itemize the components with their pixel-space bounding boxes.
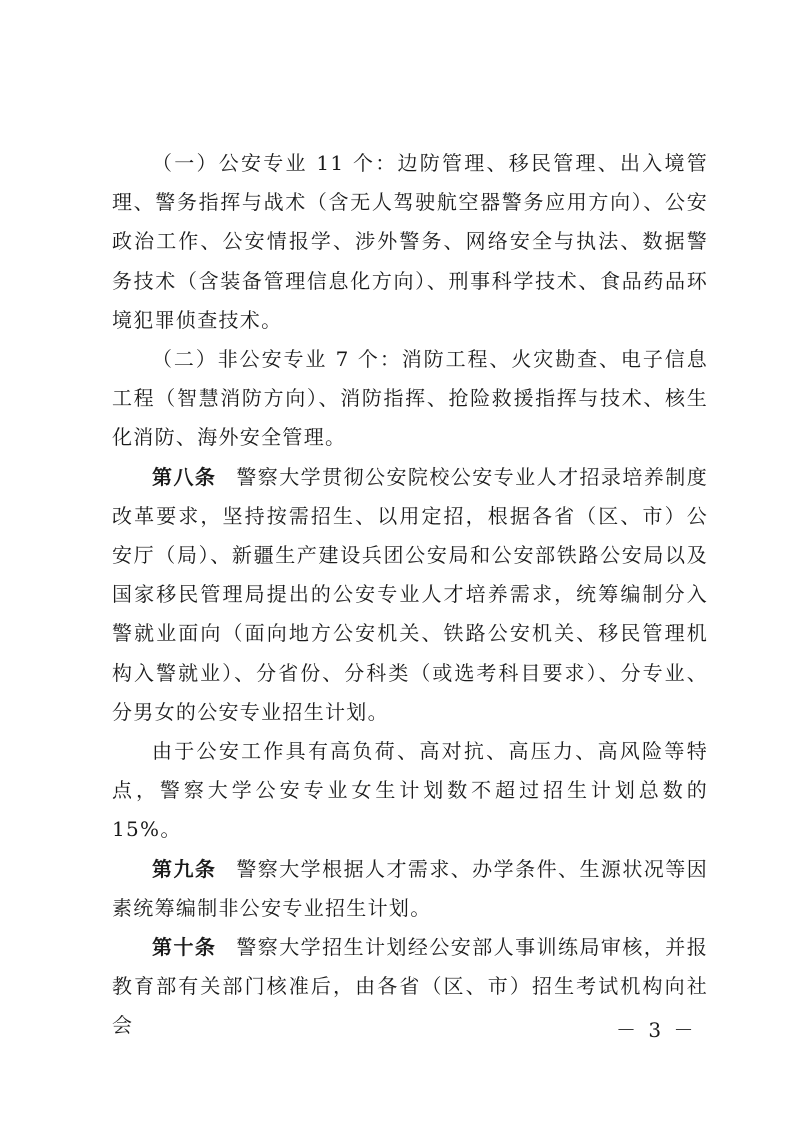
paragraph-female-quota [112,732,708,850]
paragraph-text: （一）公安专业 11 个：边防管理、移民管理、出入境管理、警务指挥与战术（含无人驾驶航空器警务应用方向）、公安政治工作、公安情报学、涉外警务、网络安全与执法、数据警务技术（含装备管理信息化方向）、刑事科学技术、食品药品环境犯罪侦查技术。 [112,151,708,332]
page-number: － 3 － [616,1018,697,1042]
article-eight [112,458,708,732]
paragraph-public-security-majors [112,144,708,340]
paragraph-text: 由于公安工作具有高负荷、高对抗、高压力、高风险等特点，警察大学公安专业女生计划数不超过招生计划总数的 15%。 [112,739,708,842]
article-label: 第十条 [152,935,217,960]
article-label: 第九条 [152,856,217,881]
paragraph-text: 警察大学招生计划经公安部人事训练局审核，并报教育部有关部门核准后，由各省（区、市）招生考试机构向社会 [112,935,708,1038]
document-body [112,144,708,1046]
paragraph-text: 警察大学贯彻公安院校公安专业人才招录培养制度改革要求，坚持按需招生、以用定招，根据各省（区、市）公安厅（局）、新疆生产建设兵团公安局和公安部铁路公安局以及国家移民管理局提出的公安专业人才培养需求，统筹编制分入警就业面向（面向地方公安机关、铁路公安机关、移民管理机构入警就业）、分省份、分科类（或选考科目要求）、分专业、分男女的公安专业招生计划。 [112,464,708,724]
paragraph-non-public-security-majors [112,340,708,458]
paragraph-text: （二）非公安专业 7 个：消防工程、火灾勘查、电子信息工程（智慧消防方向）、消防指挥、抢险救援指挥与技术、核生化消防、海外安全管理。 [112,347,708,450]
article-label: 第八条 [152,464,217,489]
paragraph-text: 警察大学根据人才需求、办学条件、生源状况等因素统筹编制非公安专业招生计划。 [112,856,708,920]
article-nine [112,850,708,928]
